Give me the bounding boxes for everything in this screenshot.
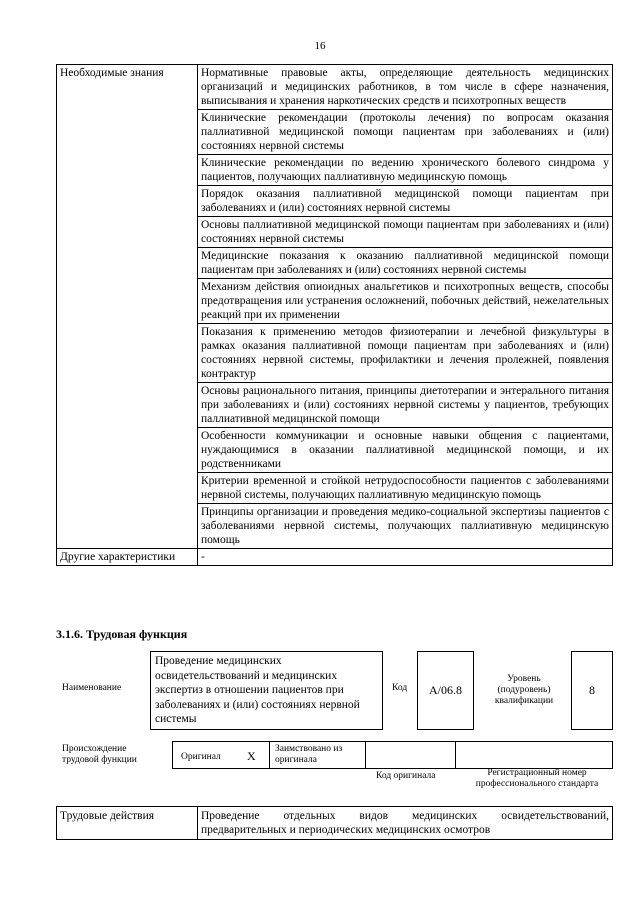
origin-divider [455, 742, 456, 768]
origin-divider [365, 742, 366, 768]
knowledge-item: Особенности коммуникации и основные навыки общения с пациентами, нуждающимися в оказании паллиативной медицинской помощи, и их родственниками [198, 428, 613, 473]
reg-number-caption: Регистрационный номер профессионального стандарта [475, 768, 599, 789]
knowledge-item: Клинические рекомендации по ведению хронического болевого синдрома у пациентов, получающих паллиативную медицинскую помощь [198, 155, 613, 186]
knowledge-item: Медицинские показания к оказанию паллиативной медицинской помощи пациентам при заболеваниях и (или) состояниях нервной системы [198, 248, 613, 279]
name-value: Проведение медицинских освидетельствований и медицинских экспертиз в отношении пациентов при заболеваниях и (или) состояниях нервной системы [150, 651, 383, 730]
knowledge-label: Необходимые знания [57, 65, 198, 549]
origin-label: Происхождение трудовой функции [62, 744, 137, 765]
level-label: Уровень (подуровень) квалификации [494, 673, 554, 706]
page-number: 16 [314, 40, 326, 52]
knowledge-item: Порядок оказания паллиативной медицинской помощи пациентам при заболеваниях и (или) состояниях нервной системы [198, 186, 613, 217]
knowledge-item: Критерии временной и стойкой нетрудоспособности пациентов с заболеваниями нервной системы, получающих паллиативную медицинскую помощь [198, 473, 613, 504]
actions-value: Проведение отдельных видов медицинских освидетельствований, предварительных и периодических медицинских осмотров [198, 807, 613, 840]
origin-divider [269, 742, 270, 768]
table-row [57, 549, 613, 566]
knowledge-item: Основы рационального питания, принципы диетотерапии и энтерального питания при заболеваниях и (или) состояниях нервной системы у пациентов, требующих паллиативной медицинской помощи [198, 383, 613, 428]
knowledge-item: Основы паллиативной медицинской помощи пациентам при заболеваниях и (или) состояниях нервной системы [198, 217, 613, 248]
code-value: A/06.8 [417, 651, 474, 730]
knowledge-item: Клинические рекомендации (протоколы лечения) по вопросам оказания паллиативной медицинской помощи пациентам при заболеваниях и (или) состояниях нервной системы [198, 110, 613, 155]
table-row [57, 807, 613, 840]
original-label: Оригинал [181, 752, 221, 762]
actions-table [56, 806, 613, 840]
actions-label: Трудовые действия [57, 807, 198, 840]
other-characteristics-label: Другие характеристики [57, 549, 198, 566]
knowledge-item: Нормативные правовые акты, определяющие деятельность медицинских организаций и медицинских работников, в том числе в сфере назначения, выписывания и хранения наркотических средств и психотропных веществ [198, 65, 613, 110]
level-value: 8 [571, 651, 613, 730]
other-characteristics-value: - [198, 549, 613, 566]
code-original-caption: Код оригинала [376, 771, 436, 781]
code-label: Код [392, 683, 408, 693]
knowledge-table [56, 64, 613, 566]
knowledge-item: Принципы организации и проведения медико-социальной экспертизы пациентов с заболеваниями нервной системы, получающих паллиативную медицинскую помощь [198, 504, 613, 549]
knowledge-item: Показания к применению методов физиотерапии и лечебной физкультуры в рамках оказания паллиативной помощи пациентам при заболеваниях и (или) состояниях нервной системы, профилактики и лечения пролежней, появления контрактур [198, 324, 613, 383]
borrowed-label: Заимствовано из оригинала [275, 744, 343, 765]
original-mark: X [247, 749, 256, 763]
knowledge-item: Механизм действия опиоидных анальгетиков и психотропных веществ, способы предотвращения или устранения осложнений, побочных действий, нежелательных реакций при их применении [198, 279, 613, 324]
section-heading: 3.1.6. Трудовая функция [56, 627, 188, 641]
table-row [57, 65, 613, 110]
name-label: Наименование [62, 683, 122, 693]
origin-box [172, 741, 613, 769]
